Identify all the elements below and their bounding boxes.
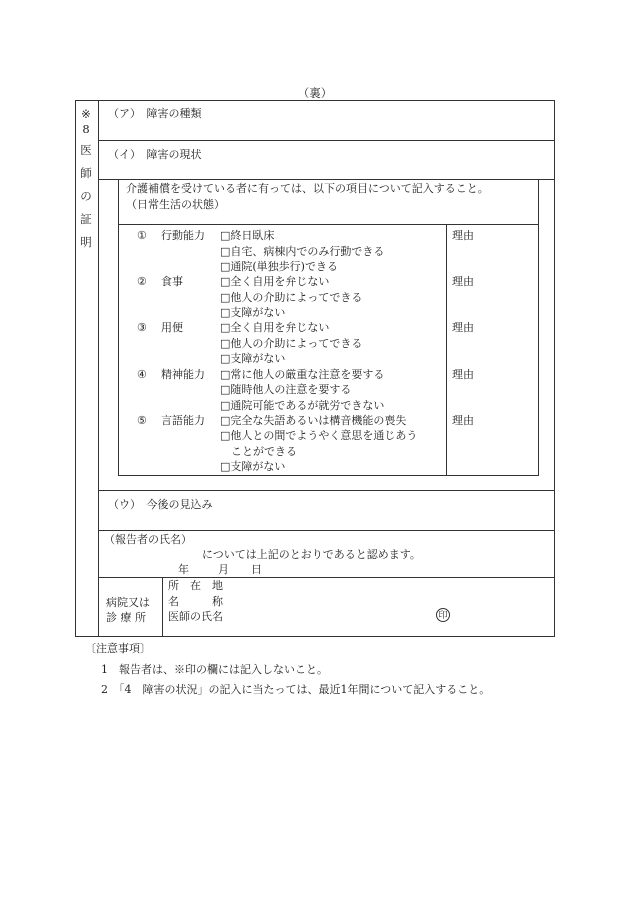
item-number: ③ bbox=[137, 321, 147, 334]
section-disability-status: （イ） 障害の現状 bbox=[108, 148, 202, 161]
note-item: 1 報告者は、※印の欄には記入しないこと。 bbox=[101, 663, 328, 676]
item-name: 用便 bbox=[161, 321, 183, 334]
daily-life-heading: （日常生活の状態） bbox=[126, 198, 225, 211]
notes-heading: 〔注意事項〕 bbox=[85, 642, 151, 655]
item-reason: 理由 bbox=[452, 275, 474, 288]
date-month: 月 bbox=[218, 563, 229, 576]
reporter-statement: については上記のとおりであると認めます。 bbox=[202, 548, 421, 561]
seal-mark bbox=[436, 608, 450, 622]
hospital-address-label: 所 在 地 bbox=[168, 579, 223, 592]
item-name: 言語能力 bbox=[161, 414, 205, 427]
section-prognosis: （ウ） 今後の見込み bbox=[108, 498, 213, 511]
hospital-column-border bbox=[162, 577, 163, 637]
page-header: （裏） bbox=[297, 86, 333, 100]
seal-text: 印 bbox=[438, 611, 448, 621]
reporter-label: （報告者の氏名） bbox=[104, 533, 192, 546]
item-reason: 理由 bbox=[452, 321, 474, 334]
side-char: 明 bbox=[80, 235, 92, 249]
divider bbox=[98, 577, 555, 578]
reason-column-border bbox=[446, 224, 447, 476]
side-number: 8 bbox=[82, 122, 90, 136]
item-option: ことができる bbox=[220, 445, 297, 458]
item-number: ⑤ bbox=[137, 414, 147, 427]
side-char: 師 bbox=[80, 166, 92, 180]
hospital-label: 診 療 所 bbox=[106, 611, 146, 624]
date-day: 日 bbox=[251, 563, 262, 576]
divider bbox=[98, 490, 555, 491]
item-option: □完全な失語あるいは構音機能の喪失 bbox=[220, 414, 407, 427]
item-option: □支障がない bbox=[220, 352, 286, 365]
side-char: の bbox=[80, 189, 92, 203]
item-option: □他人との間でようやく意思を通じあう bbox=[220, 429, 418, 442]
divider bbox=[98, 140, 555, 141]
side-mark: ※ bbox=[81, 107, 91, 121]
item-option: □通院可能であるが就労できない bbox=[220, 399, 385, 412]
section-disability-type: （ア） 障害の種類 bbox=[108, 107, 202, 120]
item-option: □他人の介助によってできる bbox=[220, 337, 363, 350]
item-name: 食事 bbox=[161, 275, 183, 288]
item-reason: 理由 bbox=[452, 368, 474, 381]
item-option: □支障がない bbox=[220, 306, 286, 319]
side-char: 証 bbox=[80, 212, 92, 226]
item-name: 行動能力 bbox=[161, 229, 205, 242]
item-reason: 理由 bbox=[452, 229, 474, 242]
date-year: 年 bbox=[178, 563, 189, 576]
care-intro: 介護補償を受けている者に有っては、以下の項目について記入すること。 bbox=[126, 182, 489, 195]
side-column-border bbox=[98, 100, 99, 637]
item-number: ① bbox=[137, 229, 147, 242]
hospital-name-label: 名 称 bbox=[168, 595, 223, 608]
side-char: 医 bbox=[80, 143, 92, 157]
item-option: □常に他人の厳重な注意を要する bbox=[220, 368, 385, 381]
item-option: □終日臥床 bbox=[220, 229, 275, 242]
item-option: □自宅、病棟内でのみ行動できる bbox=[220, 245, 385, 258]
item-option: □他人の介助によってできる bbox=[220, 291, 363, 304]
divider bbox=[98, 530, 555, 531]
divider bbox=[118, 224, 539, 225]
item-number: ④ bbox=[137, 368, 147, 381]
doctor-name-label: 医師の氏名 bbox=[168, 610, 223, 623]
item-option: □支障がない bbox=[220, 460, 286, 473]
item-option: □全く自用を弁じない bbox=[220, 321, 330, 334]
hospital-label: 病院又は bbox=[106, 596, 150, 609]
item-number: ② bbox=[137, 275, 147, 288]
item-reason: 理由 bbox=[452, 414, 474, 427]
item-option: □随時他人の注意を要する bbox=[220, 383, 352, 396]
item-option: □通院(単独歩行)できる bbox=[220, 260, 338, 273]
item-option: □全く自用を弁じない bbox=[220, 275, 330, 288]
note-item: 2 「4 障害の状況」の記入に当たっては、最近1年間について記入すること。 bbox=[101, 683, 491, 696]
item-name: 精神能力 bbox=[161, 368, 205, 381]
